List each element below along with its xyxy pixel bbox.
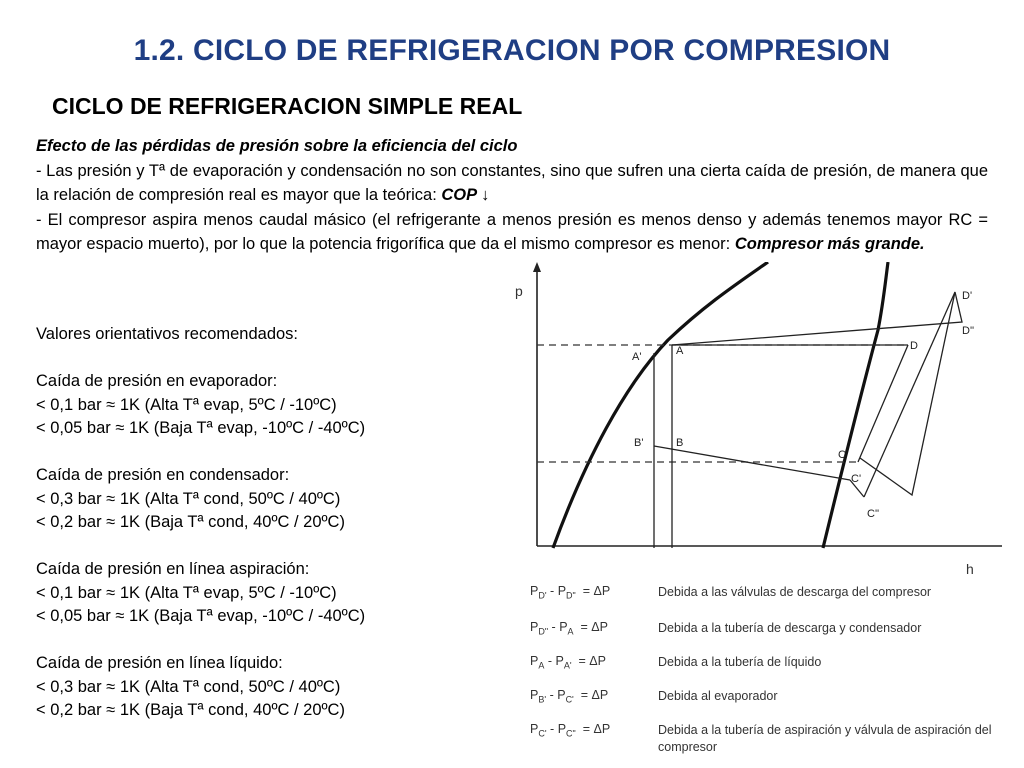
page-title: 1.2. CICLO DE REFRIGERACION POR COMPRESION [133, 34, 891, 67]
group-line: < 0,05 bar ≈ 1K (Baja Tª evap, -10ºC / -40ºC) [36, 419, 366, 437]
point-label-C: C [838, 449, 846, 461]
group-line: < 0,3 bar ≈ 1K (Alta Tª cond, 50ºC / 40ºC) [36, 489, 341, 508]
real-compression-line [864, 292, 955, 497]
legend-expression: $P_{D"} - P_A = \Delta P$ [530, 620, 608, 637]
saturated-vapor-curve [823, 262, 888, 548]
ph-diagram [500, 262, 1010, 582]
intro-paragraph-2 [36, 208, 988, 257]
group-line: < 0,3 bar ≈ 1K (Alta Tª cond, 50ºC / 40ºC) [36, 677, 341, 696]
recommended-values [36, 323, 456, 723]
point-label-C-prime: C' [851, 473, 862, 485]
y-axis-label: p [515, 283, 523, 299]
legend-description: Debida a las válvulas de descarga del compresor [658, 585, 932, 599]
point-label-D-prime: D' [962, 290, 973, 302]
theoretical-compression-line [858, 345, 908, 462]
point-label-C-double: C'' [867, 508, 880, 520]
intro-p2-emphasis: Compresor más grande. [734, 235, 925, 253]
point-label-B: B [676, 437, 684, 449]
group-title: Caída de presión en línea líquido: [36, 654, 283, 672]
y-axis-arrow [533, 262, 541, 272]
legend-description: Debida a la tubería de descarga y condensador [658, 621, 922, 635]
legend-expression: $P_A - P_{A'} = \Delta P$ [530, 654, 606, 671]
point-label-A: A [676, 345, 684, 357]
point-label-A-prime: A' [632, 351, 642, 363]
group-line: < 0,2 bar ≈ 1K (Baja Tª cond, 40ºC / 20ºC) [36, 513, 345, 531]
group-title: Caída de presión en condensador: [36, 466, 290, 484]
intro-p1-emphasis: COP ↓ [441, 186, 490, 204]
point-label-D: D [910, 340, 918, 352]
intro-p1-text: - Las presión y Tª de evaporación y condensación no son constantes, sino que sufren una cierta caída de presión, de manera que la relación de compresión real es mayor que la teórica: [36, 161, 988, 204]
x-axis-label: h [966, 561, 974, 577]
point-label-D-double: D'' [962, 325, 975, 337]
group-line: < 0,1 bar ≈ 1K (Alta Tª evap, 5ºC / -10ºC) [36, 583, 337, 602]
group-line: < 0,2 bar ≈ 1K (Baja Tª cond, 40ºC / 20ºC) [36, 701, 345, 719]
saturated-liquid-curve [553, 262, 768, 548]
values-header: Valores orientativos recomendados: [36, 325, 299, 343]
intro-paragraph-1 [36, 159, 988, 208]
group-line: < 0,1 bar ≈ 1K (Alta Tª evap, 5ºC / -10ºC) [36, 395, 337, 414]
legend-description: Debida a la tubería de líquido [658, 655, 822, 669]
group-title: Caída de presión en evaporador: [36, 372, 278, 390]
legend-description: Debida a la tubería de aspiración y válvula de aspiración del compresor [658, 723, 992, 754]
group-title: Caída de presión en línea aspiración: [36, 560, 310, 578]
intro-text [36, 134, 988, 257]
cycle-condensing-side [672, 292, 962, 495]
evaporation-line-B-prime-C-prime [654, 446, 850, 480]
group-line: < 0,05 bar ≈ 1K (Baja Tª evap, -10ºC / -40ºC) [36, 607, 366, 625]
intro-heading: Efecto de las pérdidas de presión sobre la eficiencia del ciclo [36, 137, 518, 155]
point-label-B-prime: B' [634, 437, 644, 449]
intro-p2-text: - El compresor aspira menos caudal másico (el refrigerante a menos presión es menos denso y además tenemos mayor RC = mayor espacio muerto), por lo que la potencia frigorífica que da el mismo compresor es menor: [36, 210, 988, 253]
legend-expression: $P_{C'} - P_{C"} = \Delta P$ [530, 722, 611, 739]
legend-expression: $P_{B'} - P_{C'} = \Delta P$ [530, 688, 609, 705]
page-subtitle: CICLO DE REFRIGERACION SIMPLE REAL [52, 93, 523, 119]
legend-expression: $P_{D'} - P_{D"} = \Delta P$ [530, 584, 611, 601]
legend-description: Debida al evaporador [658, 689, 778, 703]
